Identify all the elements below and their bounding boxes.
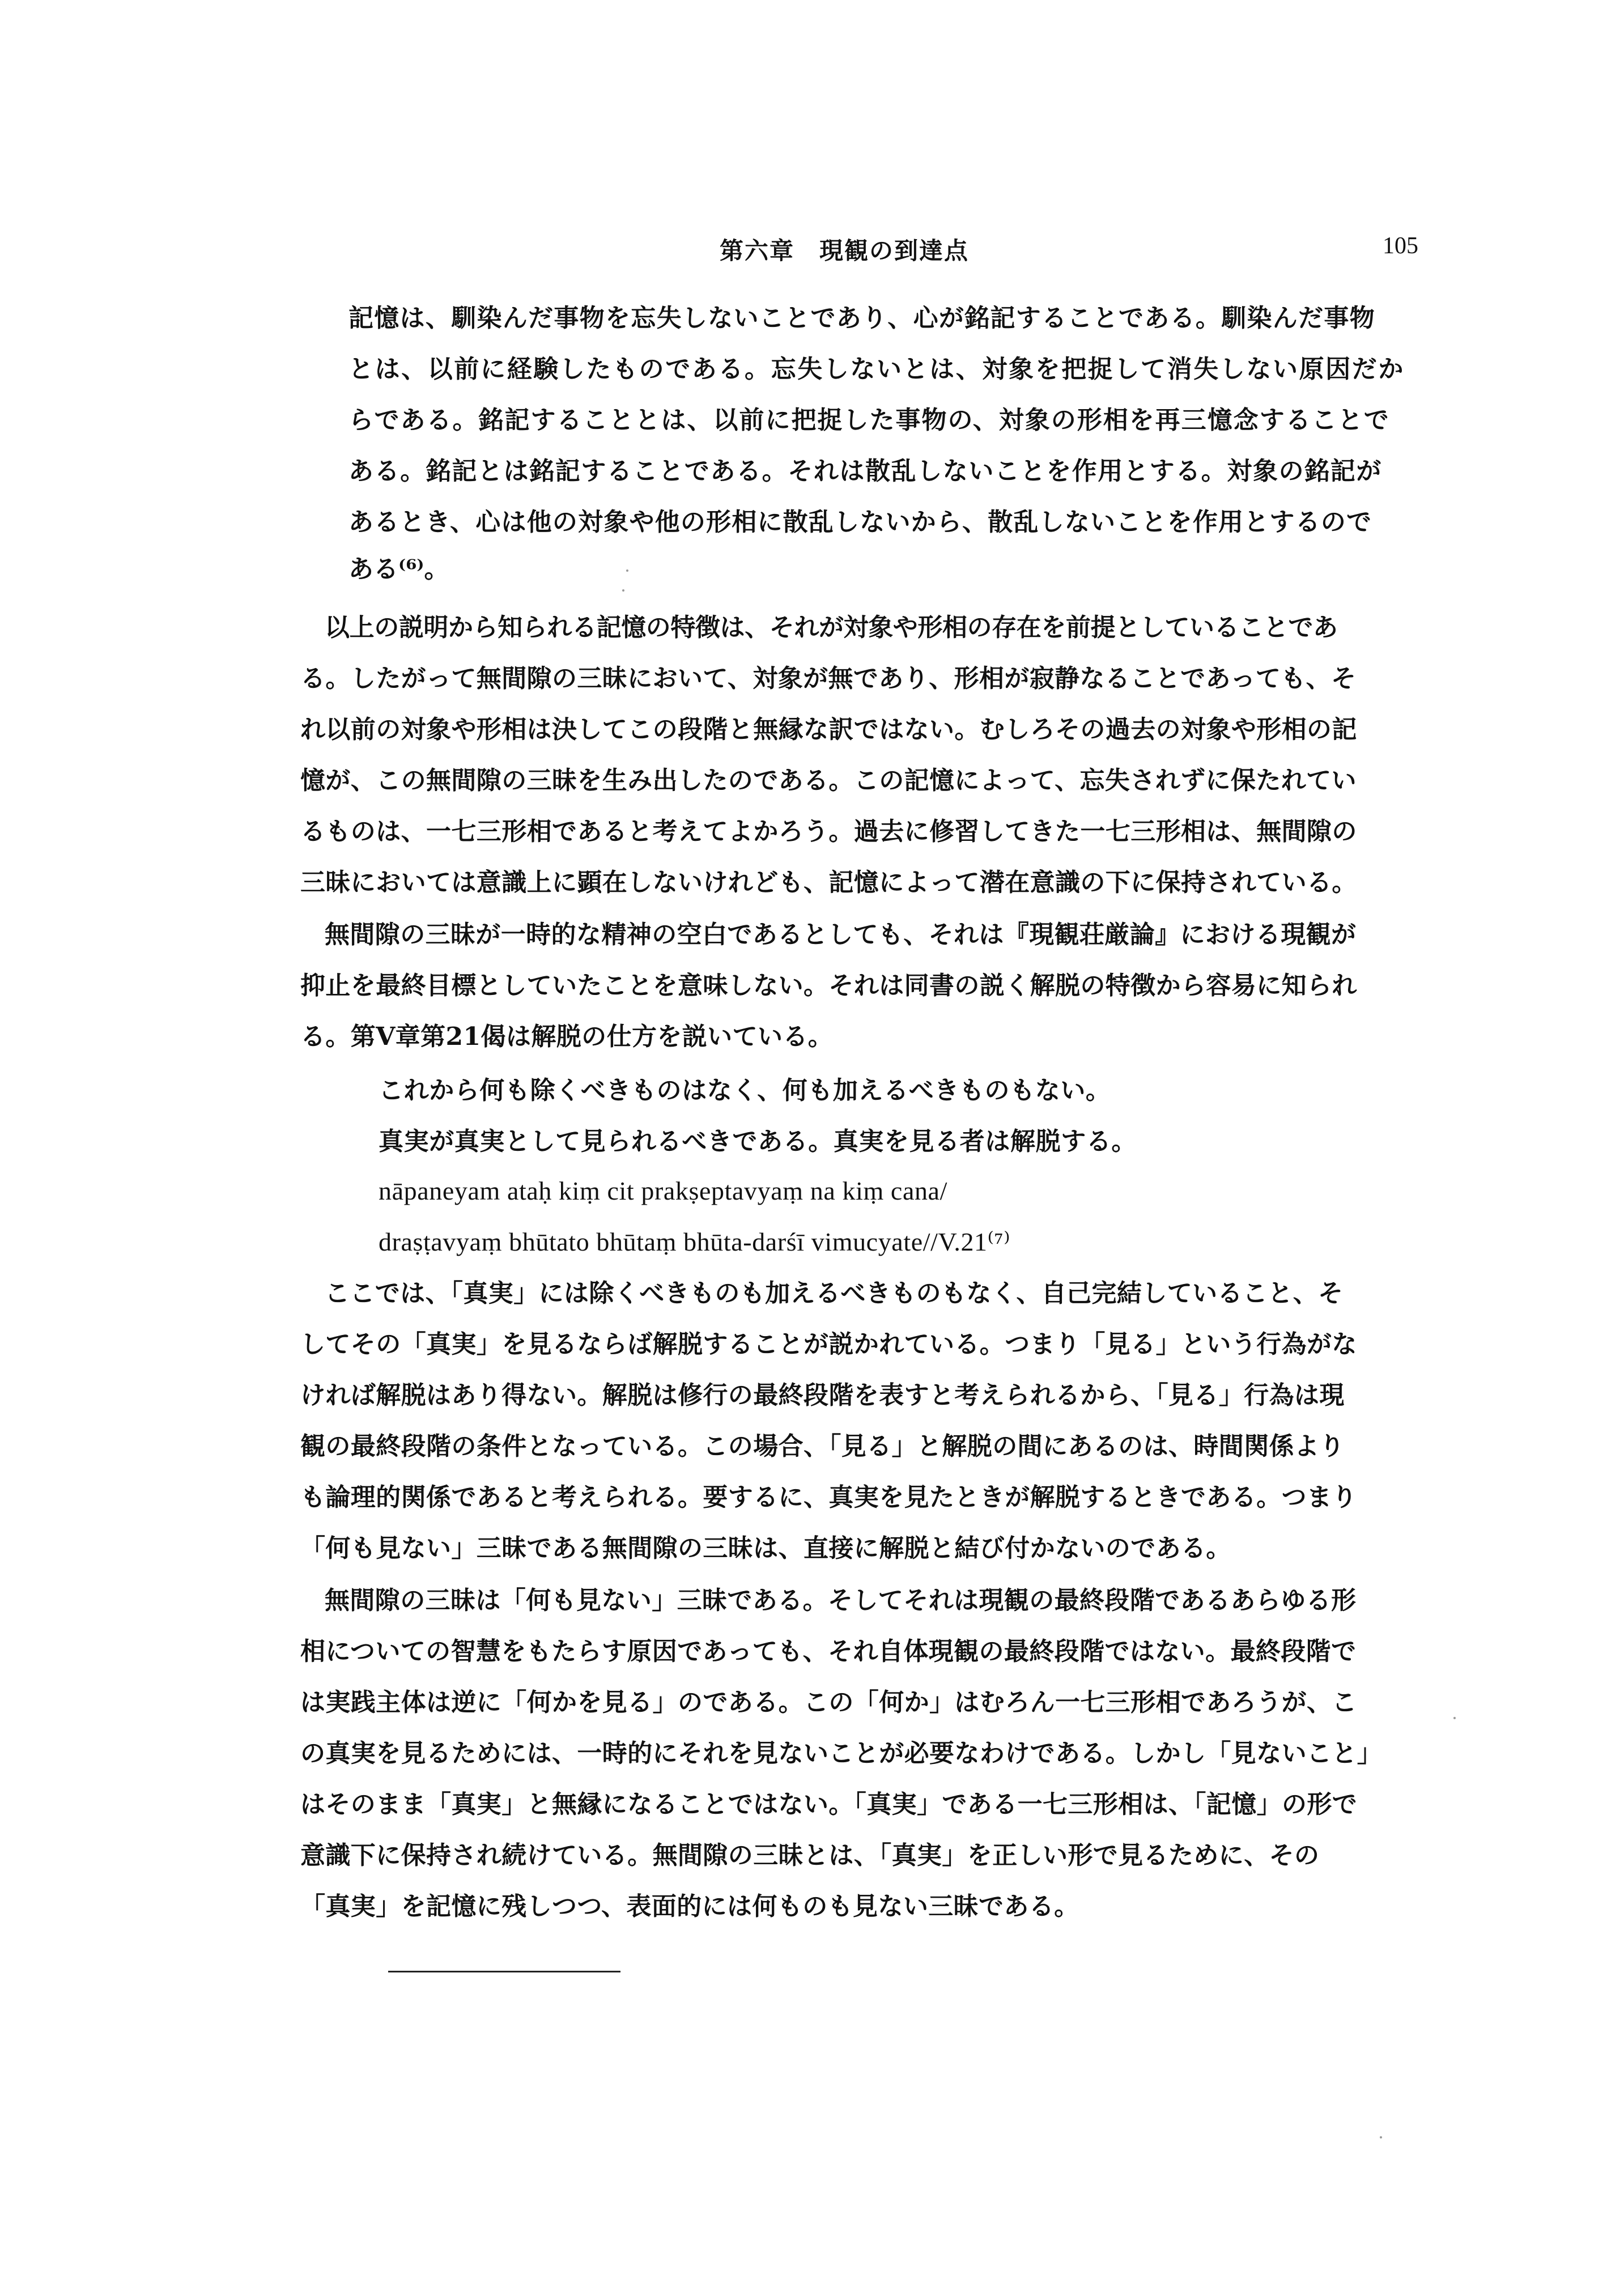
scan-speck: [626, 569, 628, 572]
footnote-divider: [388, 1971, 620, 1972]
page-number: 105: [1383, 233, 1418, 259]
scan-speck: [1453, 1717, 1456, 1719]
text-line: 「真実」を記憶に残しつつ、表面的には何ものも見ない三昧である。: [300, 1892, 1079, 1921]
text-line: る。したがって無間隙の三昧において、対象が無であり、形相が寂静なることであっても、そ: [300, 664, 1357, 693]
text-line: る。第Ⅴ章第21偈は解脱の仕方を説いている。: [300, 1022, 834, 1051]
text-line: 記憶は、馴染んだ事物を忘失しないことであり、心が銘記することである。馴染んだ事物: [348, 304, 1375, 333]
text-line: 抑止を最終目標としていたことを意味しない。それは同書の説く解脱の特徴から容易に知られ: [300, 971, 1357, 1000]
text-line: 観の最終段階の条件となっている。この場合、「見る」と解脱の間にあるのは、時間関係より: [300, 1432, 1345, 1461]
verse-line-sanskrit: draṣṭavyaṃ bhūtato bhūtaṃ bhūta-darśī vimucyate//V.21⁽⁷⁾: [379, 1227, 1011, 1256]
text-line: らである。銘記することとは、以前に把捉した事物の、対象の形相を再三憶念することで: [348, 406, 1390, 435]
verse-line: 真実が真実として見られるべきである。真実を見る者は解脱する。: [379, 1127, 1137, 1156]
text-line: 無間隙の三昧が一時的な精神の空白であるとしても、それは『現観荘厳論』における現観が: [325, 920, 1357, 949]
text-line: 「何も見ない」三昧である無間隙の三昧は、直接に解脱と結び付かないのである。: [300, 1534, 1231, 1563]
text-line: ければ解脱はあり得ない。解脱は修行の最終段階を表すと考えられるから、「見る」行為は現: [300, 1381, 1345, 1410]
text-line: ある⁽⁶⁾。: [348, 555, 449, 584]
text-line: は実践主体は逆に「何かを見る」のである。この「何か」はむろん一七三形相であろうが、こ: [300, 1688, 1357, 1717]
text-line: あるとき、心は他の対象や他の形相に散乱しないから、散乱しないことを作用とするので: [348, 508, 1372, 537]
verse-line-sanskrit: nāpaneyam ataḥ kiṃ cit prakṣeptavyaṃ na kiṃ cana/: [379, 1176, 947, 1205]
text-line: 相についての智慧をもたらす原因であっても、それ自体現観の最終段階ではない。最終段階で: [300, 1637, 1357, 1666]
scan-speck: [622, 589, 624, 592]
text-line: れ以前の対象や形相は決してこの段階と無縁な訳ではない。むしろその過去の対象や形相の記: [300, 715, 1357, 744]
text-line: も論理的関係であると考えられる。要するに、真実を見たときが解脱するときである。つまり: [300, 1483, 1357, 1512]
text-line: ここでは、「真実」には除くべきものも加えるべきものもなく、自己完結していること、そ: [325, 1279, 1344, 1308]
running-header: 第六章 現観の到達点: [720, 237, 970, 265]
text-line: とは、以前に経験したものである。忘失しないとは、対象を把捉して消失しない原因だか: [348, 355, 1405, 384]
text-line: はそのまま「真実」と無縁になることではない。「真実」である一七三形相は、「記憶」の形で: [300, 1790, 1358, 1819]
text-line: 以上の説明から知られる記憶の特徴は、それが対象や形相の存在を前提としていることであ: [325, 613, 1338, 642]
text-line: 無間隙の三昧は「何も見ない」三昧である。そしてそれは現観の最終段階であるあらゆる形: [325, 1586, 1357, 1615]
text-line: 意識下に保持され続けている。無間隙の三昧とは、「真実」を正しい形で見るために、その: [300, 1841, 1320, 1870]
verse-line: これから何も除くべきものはなく、何も加えるべきものもない。: [379, 1076, 1111, 1105]
scan-speck: [1380, 2136, 1382, 2138]
text-line: の真実を見るためには、一時的にそれを見ないことが必要なわけである。しかし「見ないこと」: [300, 1739, 1383, 1768]
text-line: してその「真実」を見るならば解脱することが説かれている。つまり「見る」という行為がな: [300, 1330, 1357, 1359]
text-line: ある。銘記とは銘記することである。それは散乱しないことを作用とする。対象の銘記が: [348, 457, 1382, 486]
text-line: 憶が、この無間隙の三昧を生み出したのである。この記憶によって、忘失されずに保たれてい: [300, 766, 1357, 795]
text-line: 三昧においては意識上に顕在しないけれども、記憶によって潜在意識の下に保持されている。: [300, 868, 1357, 897]
text-line: るものは、一七三形相であると考えてよかろう。過去に修習してきた一七三形相は、無間隙の: [300, 817, 1357, 846]
